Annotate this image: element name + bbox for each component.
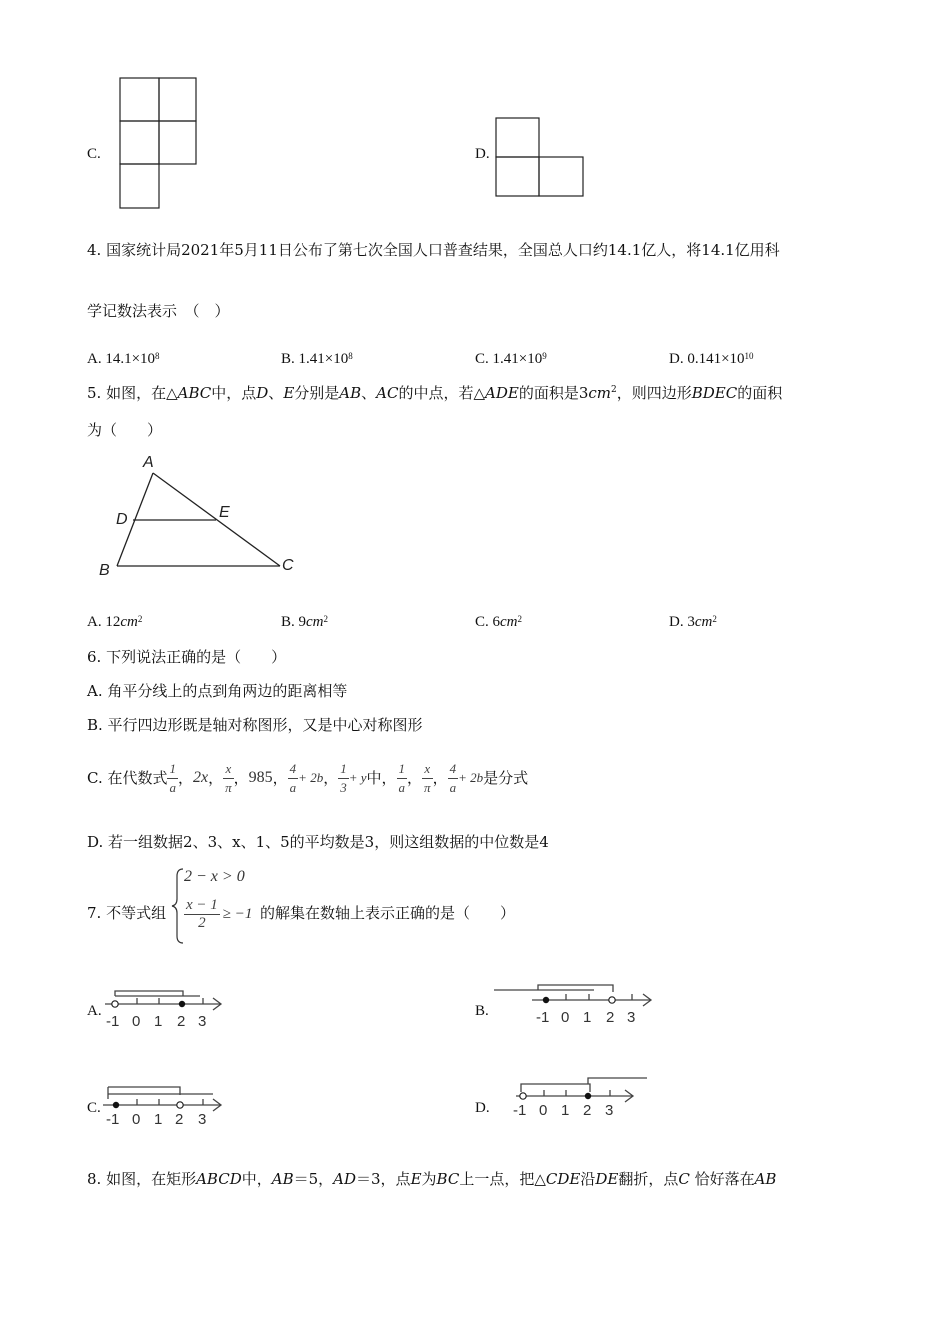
q4-option-a[interactable]: A. $14.1\times 10^8$ <box>87 351 160 367</box>
q3-option-d-figure <box>494 116 588 200</box>
q6-option-b[interactable]: B. 平行四边形既是轴对称图形，又是中心对称图形 <box>87 716 423 734</box>
q7-option-a-label[interactable]: A. <box>87 1003 102 1019</box>
expr-x-over-pi: $\frac{x}{\pi}$ <box>225 760 232 795</box>
tick-label: 2 <box>583 1102 592 1119</box>
tick-label: 0 <box>132 1111 141 1127</box>
q5-label-e: E <box>219 504 230 521</box>
expr-x-over-pi-2: $\frac{x}{\pi}$ <box>424 760 431 795</box>
q5-label-c: C <box>282 557 294 574</box>
q5-stem-line1: 5. 如图，在△ABC中，点D、E分别是AB、AC的中点，若△ADE的面积是$3cm^2$，则四边形BDEC的面积 <box>87 384 783 402</box>
q6-option-a[interactable]: A. 角平分线上的点到角两边的距离相等 <box>87 682 348 700</box>
tick-label: 1 <box>583 1009 592 1026</box>
q5-stem-line2: 为（ ） <box>87 421 163 439</box>
q8-stem: 8. 如图，在矩形ABCD中，AB＝5，AD＝3，点E为BC上一点，把△CDE沿DE翻折，点C 恰好落在AB <box>87 1170 777 1188</box>
q7-option-a-numberline[interactable] <box>103 984 227 1030</box>
q3-option-d-label[interactable]: D. <box>475 146 490 162</box>
q4-option-c[interactable]: C. $1.41\times 10^9$ <box>475 351 547 367</box>
tick-label: 3 <box>198 1013 207 1030</box>
expr-4-over-a-2: $\frac{4}{a}$ <box>449 760 457 795</box>
tick-label: -1 <box>106 1013 120 1030</box>
q7-prefix: 7. 不等式组 <box>87 904 167 922</box>
tick-label: 3 <box>198 1111 207 1127</box>
q5-label-d: D <box>116 511 128 528</box>
expr-1-over-a: $\frac{1}{a}$ <box>169 760 176 795</box>
q3-option-c-label[interactable]: C. <box>87 146 101 162</box>
tick-label: 3 <box>627 1009 636 1026</box>
q4-stem-line2: 学记数法表示 （ ） <box>87 302 230 320</box>
tick-label: 0 <box>561 1009 570 1026</box>
q7-suffix: 的解集在数轴上表示正确的是（ ） <box>260 904 516 922</box>
tick-label: -1 <box>106 1111 120 1127</box>
q5-triangle-figure <box>95 448 310 583</box>
tick-label: -1 <box>536 1009 550 1026</box>
q7-option-d-label[interactable]: D. <box>475 1100 490 1116</box>
tick-label: 1 <box>154 1111 163 1127</box>
q7-option-b-numberline[interactable] <box>494 978 656 1026</box>
q5-option-d[interactable]: D. $3cm^2$ <box>669 614 717 630</box>
q7-option-c-label[interactable]: C. <box>87 1100 101 1116</box>
tick-label: -1 <box>513 1102 527 1119</box>
q5-option-b[interactable]: B. $9cm^2$ <box>281 614 329 630</box>
tick-label: 2 <box>177 1013 186 1030</box>
q3-option-c-figure <box>118 76 200 212</box>
q5-option-a[interactable]: A. $12cm^2$ <box>87 614 143 630</box>
q7-inequality-2: $\frac{x - 1}{2}$ ≥ −1 <box>186 897 253 931</box>
q4-stem-line1: 4. 国家统计局2021年5月11日公布了第七次全国人口普查结果，全国总人口约14.1亿人，将14.1亿用科 <box>87 241 780 259</box>
q4-option-d[interactable]: D. $0.141\times 10^{10}$ <box>669 351 754 367</box>
q5-label-b: B <box>99 562 110 579</box>
q7-option-d-numberline[interactable] <box>508 1074 650 1120</box>
expr-1-over-3: $\frac{1}{3}$ <box>340 760 347 795</box>
q6-option-d[interactable]: D. 若一组数据2、3、x、1、5的平均数是3，则这组数据的中位数是4 <box>87 833 549 851</box>
q7-option-c-numberline[interactable] <box>103 1081 227 1127</box>
expr-1-over-a-2: $\frac{1}{a}$ <box>398 760 406 795</box>
tick-label: 3 <box>605 1102 614 1119</box>
tick-label: 0 <box>132 1013 141 1030</box>
tick-label: 1 <box>561 1102 570 1119</box>
q4-option-b[interactable]: B. $1.41\times 10^8$ <box>281 351 353 367</box>
q6-stem: 6. 下列说法正确的是（ ） <box>87 648 287 666</box>
q7-option-b-label[interactable]: B. <box>475 1003 489 1019</box>
q5-option-c[interactable]: C. $6cm^2$ <box>475 614 523 630</box>
tick-label: 1 <box>154 1013 163 1030</box>
q7-inequality-1: 2 − x > 0 <box>184 868 245 885</box>
tick-label: 2 <box>606 1009 615 1026</box>
tick-label: 2 <box>175 1111 184 1127</box>
tick-label: 0 <box>539 1102 548 1119</box>
expr-4-over-a: $\frac{4}{a}$ <box>289 760 297 795</box>
q5-label-a: A <box>143 454 154 471</box>
q6-option-c[interactable]: C. 在代数式 $\frac{1}{a}$ ， 2x ， $\frac{x}{\pi}$ ， 985 ， $\frac{4}{a}$ + 2b ， $\frac{1}{3}$ + y 中， $\frac{1}{a}$ ， $\frac{x}{\pi}$ ， $\frac{4}{a}$ + 2b 是分式 <box>87 760 529 795</box>
